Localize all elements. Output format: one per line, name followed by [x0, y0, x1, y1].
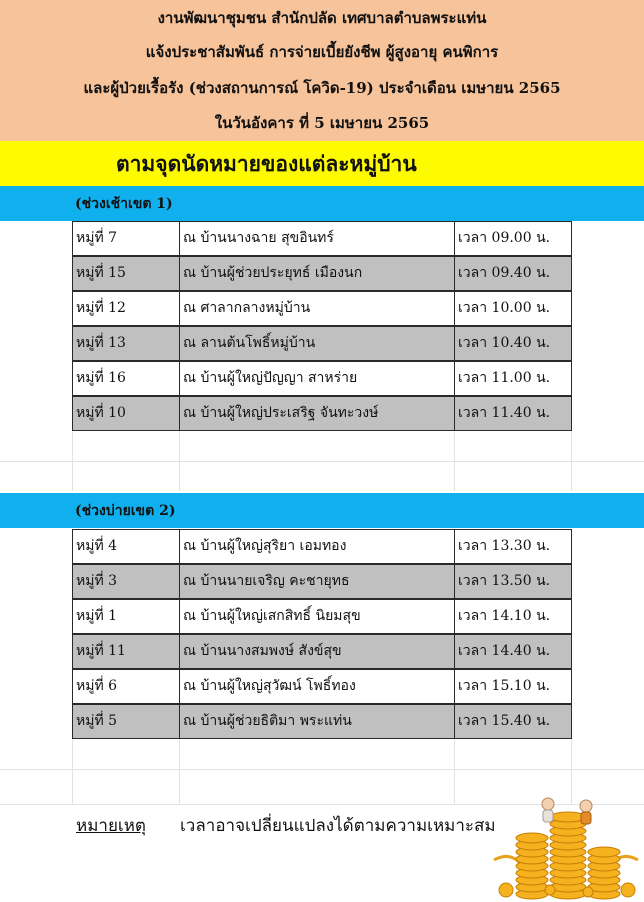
- table-row: [72, 396, 572, 431]
- table-row: [72, 326, 572, 361]
- place-cell: ณ บ้านผู้ใหญ่ประเสริฐ จันทะวงษ์: [180, 397, 455, 430]
- table-row: [72, 291, 572, 326]
- time-cell: เวลา 10.00 น.: [458, 300, 551, 316]
- time-cell: เวลา 13.30 น.: [458, 538, 551, 554]
- place-cell: ณ บ้านผู้ใหญ่สุริยา เอมทอง: [180, 530, 455, 563]
- morning-section-header: [0, 186, 644, 221]
- grid-line: [72, 739, 73, 805]
- table-row: [72, 669, 572, 704]
- place-cell: ณ ศาลากลางหมู่บ้าน: [180, 292, 455, 325]
- time-cell: เวลา 09.00 น.: [458, 230, 551, 246]
- table-row: [72, 529, 572, 564]
- table-row: [72, 221, 572, 256]
- gold-coins-illustration: [488, 790, 644, 902]
- village-cell: หมู่ที่ 3: [73, 565, 180, 598]
- table-row: [72, 634, 572, 669]
- time-cell: เวลา 09.40 น.: [458, 265, 551, 281]
- time-cell: เวลา 11.40 น.: [458, 405, 551, 421]
- place-cell: ณ บ้านผู้ใหญ่ปัญญา สาหร่าย: [180, 362, 455, 395]
- place-cell: ณ บ้านผู้ช่วยธิติมา พระแท่น: [180, 705, 455, 738]
- village-cell: หมู่ที่ 6: [73, 670, 180, 703]
- grid-line: [0, 769, 644, 770]
- time-cell: เวลา 14.40 น.: [458, 643, 551, 659]
- morning-section-title: (ช่วงเช้าเขต 1): [75, 196, 173, 212]
- time-cell: เวลา 14.10 น.: [458, 608, 551, 624]
- banner: [0, 141, 644, 187]
- time-cell: เวลา 13.50 น.: [458, 573, 551, 589]
- header-line-1: งานพัฒนาชุมชน สำนักปลัด เทศบาลตำบลพระแท่น: [157, 9, 487, 27]
- header-line-4: ในวันอังคาร ที่ 5 เมษายน 2565: [214, 114, 430, 132]
- table-row: [72, 256, 572, 291]
- village-cell: หมู่ที่ 13: [73, 327, 180, 360]
- time-cell: เวลา 11.00 น.: [458, 370, 551, 386]
- header-line-3: และผู้ป่วยเรื้อรัง (ช่วงสถานการณ์ โควิด-19) ประจำเดือน เมษายน 2565: [83, 79, 561, 97]
- place-cell: ณ ลานต้นโพธิ์หมู่บ้าน: [180, 327, 455, 360]
- table-row: [72, 361, 572, 396]
- village-cell: หมู่ที่ 7: [73, 222, 180, 255]
- village-cell: หมู่ที่ 5: [73, 705, 180, 738]
- village-cell: หมู่ที่ 12: [73, 292, 180, 325]
- village-cell: หมู่ที่ 11: [73, 635, 180, 668]
- note-text: เวลาอาจเปลี่ยนแปลงได้ตามความเหมาะสม: [180, 816, 496, 836]
- village-cell: หมู่ที่ 15: [73, 257, 180, 290]
- place-cell: ณ บ้านผู้ใหญ่สุวัฒน์ โพธิ์ทอง: [180, 670, 455, 703]
- banner-text: ตามจุดนัดหมายของแต่ละหมู่บ้าน: [116, 151, 417, 176]
- village-cell: หมู่ที่ 10: [73, 397, 180, 430]
- table-row: [72, 599, 572, 634]
- village-cell: หมู่ที่ 1: [73, 600, 180, 633]
- place-cell: ณ บ้านผู้ช่วยประยุทธ์ เมืองนก: [180, 257, 455, 290]
- place-cell: ณ บ้านนายเจริญ คะชายุทธ: [180, 565, 455, 598]
- place-cell: ณ บ้านนางสมพงษ์ สังข์สุข: [180, 635, 455, 668]
- village-cell: หมู่ที่ 4: [73, 530, 180, 563]
- table-row: [72, 704, 572, 739]
- village-cell: หมู่ที่ 16: [73, 362, 180, 395]
- time-cell: เวลา 15.10 น.: [458, 678, 551, 694]
- time-cell: เวลา 10.40 น.: [458, 335, 551, 351]
- time-cell: เวลา 15.40 น.: [458, 713, 551, 729]
- afternoon-section-title: (ช่วงบ่ายเขต 2): [75, 503, 176, 519]
- place-cell: ณ บ้านนางฉาย สุขอินทร์: [180, 222, 455, 255]
- grid-line: [454, 739, 455, 805]
- afternoon-section-header: [0, 493, 644, 528]
- note-label: หมายเหตุ: [76, 816, 146, 836]
- announcement-header: [0, 0, 644, 141]
- grid-line: [179, 739, 180, 805]
- header-line-2: แจ้งประชาสัมพันธ์ การจ่ายเบี้ยยังชีพ ผู้สูงอายุ คนพิการ: [145, 43, 499, 61]
- grid-line: [0, 461, 644, 462]
- place-cell: ณ บ้านผู้ใหญ่เสกสิทธิ์ นิยมสุข: [180, 600, 455, 633]
- table-row: [72, 564, 572, 599]
